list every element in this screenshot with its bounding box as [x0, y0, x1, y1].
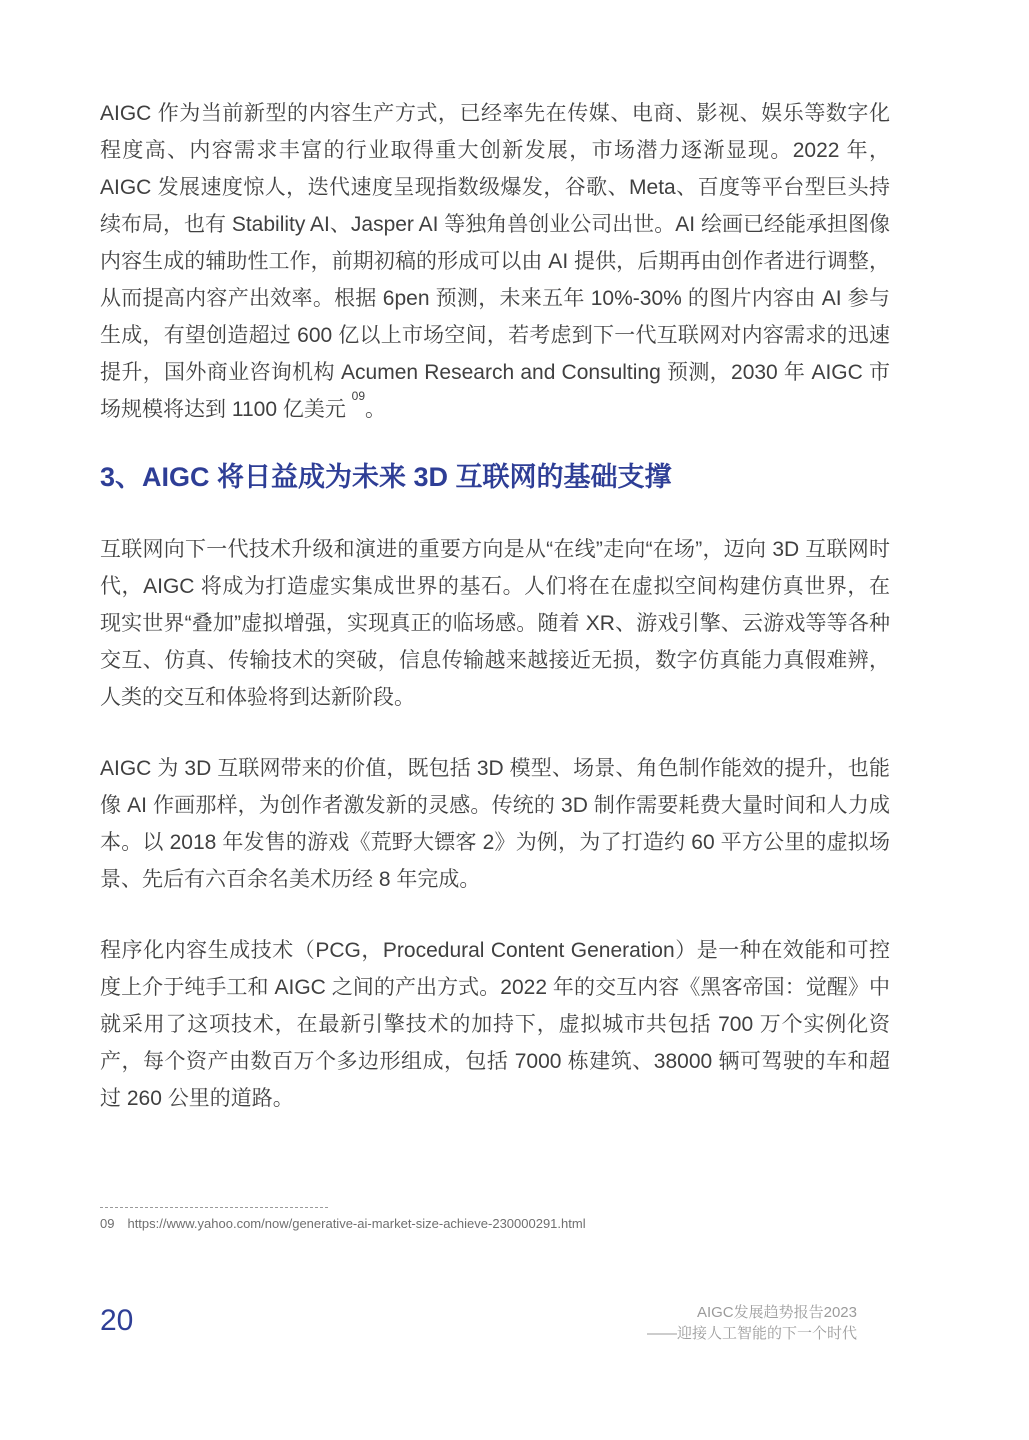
section-heading: 3、AIGC 将日益成为未来 3D 互联网的基础支撑 [100, 462, 672, 492]
page-content [100, 95, 890, 1117]
section-paragraph-1: 互联网向下一代技术升级和演进的重要方向是从“在线”走向“在场”，迈向 3D 互联网时代，AIGC 将成为打造虚实集成世界的基石。人们将在在虚拟空间构建仿真世界，在现实世界“叠加”虚拟增强，实现真正的临场感。随着 XR、游戏引擎、云游戏等等各种交互、仿真、传输技术的突破，信息传输越来越接近无损，数字仿真能力真假难辨，人类的交互和体验将到达新阶段。 [100, 538, 890, 709]
footnote-url: https://www.yahoo.com/now/generative-ai-market-size-achieve-230000291.html [127, 1216, 586, 1231]
section-paragraph-3: 程序化内容生成技术（PCG，Procedural Content Generation）是一种在效能和可控度上介于纯手工和 AIGC 之间的产出方式。2022 年的交互内容《黑客帝国：觉醒》中就采用了这项技术，在最新引擎技术的加持下，虚拟城市共包括 700 万个实例化资产，每个资产由数百万个多边形组成，包括 7000 栋建筑、38000 辆可驾驶的车和超过 260 公里的道路。 [100, 939, 890, 1110]
page-number: 20 [100, 1304, 134, 1337]
footnote-ref-09: 09 [351, 389, 366, 403]
section-paragraph-2: AIGC 为 3D 互联网带来的价值，既包括 3D 模型、场景、角色制作能效的提升，也能像 AI 作画那样，为创作者激发新的灵感。传统的 3D 制作需要耗费大量时间和人力成本。以 2018 年发售的游戏《荒野大镖客 2》为例，为了打造约 60 平方公里的虚拟场景、先后有六百余名美术历经 8 年完成。 [100, 757, 890, 891]
footer-report-title: AIGC发展趋势报告2023 [696, 1304, 857, 1321]
intro-tail: 。 [365, 398, 387, 421]
footnote [100, 1216, 586, 1232]
footer-report-info [647, 1302, 857, 1344]
footnote-marker: 09 [100, 1216, 115, 1231]
intro-text: AIGC 作为当前新型的内容生产方式，已经率先在传媒、电商、影视、娱乐等数字化程度高、内容需求丰富的行业取得重大创新发展，市场潜力逐渐显现。2022 年，AIGC 发展速度惊人，迭代速度呈现指数级爆发，谷歌、Meta、百度等平台型巨头持续布局，也有 Stability AI、Jasper AI 等独角兽创业公司出世。AI 绘画已经能承担图像内容生成的辅助性工作，前期初稿的形成可以由 AI 提供，后期再由创作者进行调整，从而提高内容产出效率。根据 6pen 预测，未来五年 10%-30% 的图片内容由 AI 参与生成，有望创造超过 600 亿以上市场空间，若考虑到下一代互联网对内容需求的迅速提升，国外商业咨询机构 Acumen Research and Consulting 预测，2030 年 AIGC 市场规模将达到 1100 亿美元 [100, 102, 890, 421]
footnote-divider [100, 1207, 328, 1208]
footer-report-subtitle: ——迎接人工智能的下一个时代 [646, 1325, 857, 1342]
paragraph-intro [100, 95, 890, 428]
